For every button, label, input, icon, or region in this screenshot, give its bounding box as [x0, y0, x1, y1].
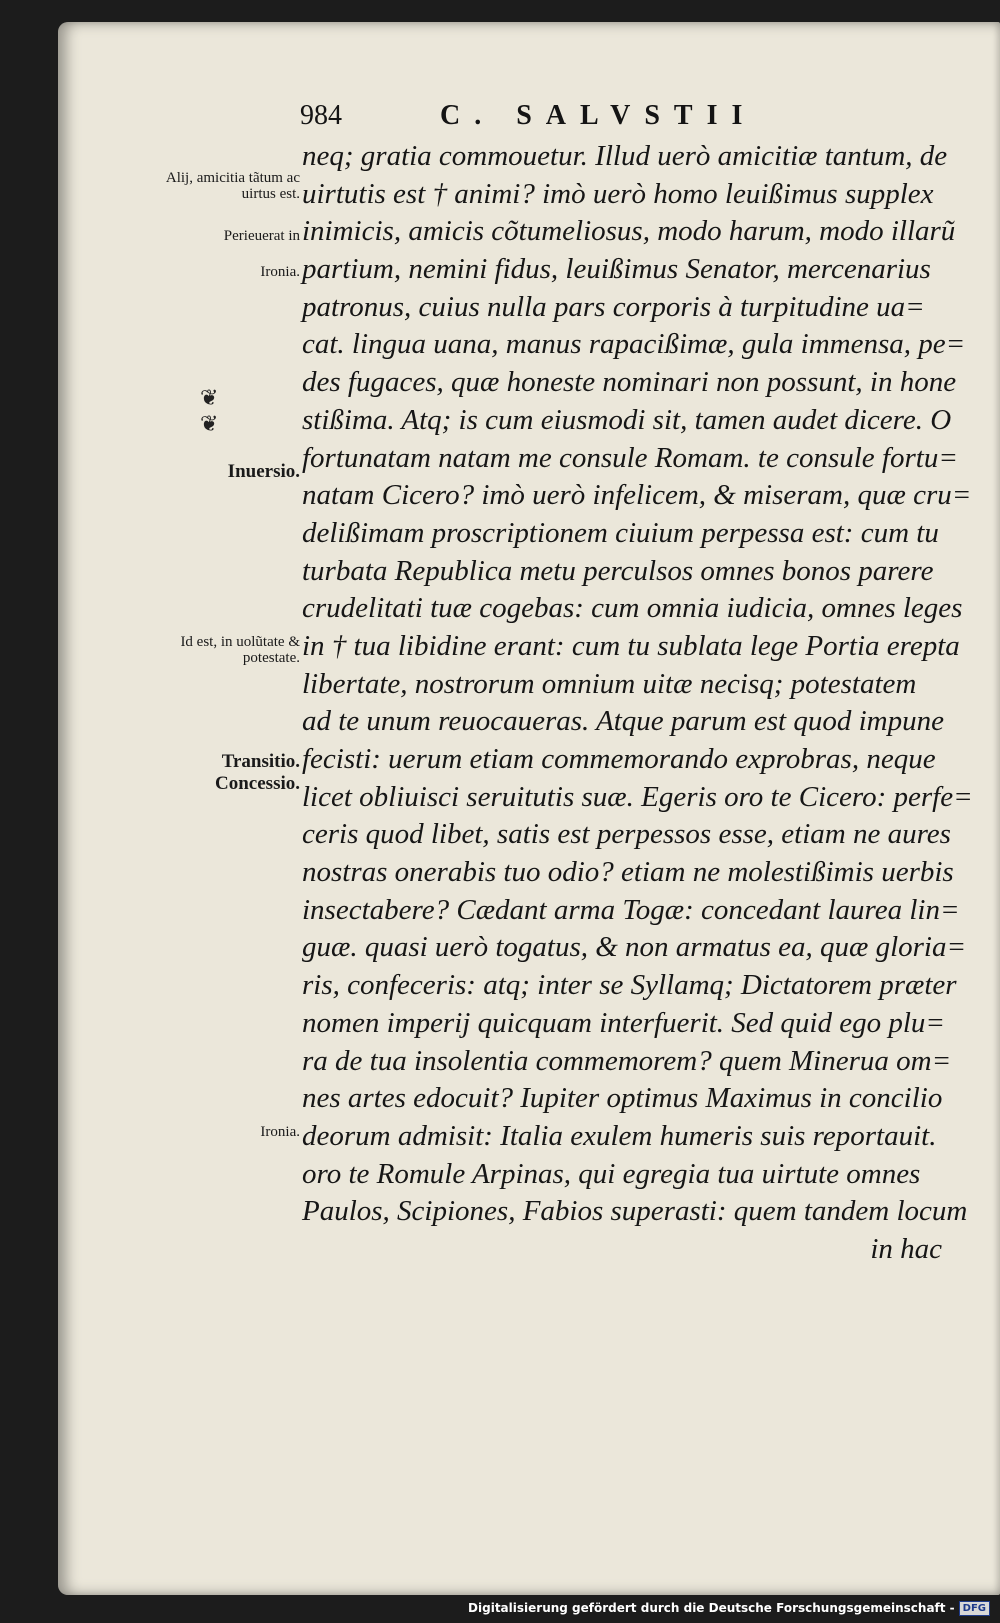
text-line: Paulos, Scipiones, Fabios superasti: quem tandem locum [302, 1195, 968, 1228]
text-line: delißimam proscriptionem ciuium perpessa est: cum tu [302, 516, 939, 549]
text-line: ad te unum reuocaueras. Atque parum est quod impune [302, 705, 944, 738]
text-line: patronus, cuius nulla pars corporis à turpitudine ua= [302, 290, 925, 323]
text-line: ra de tua insolentia commemorem? quem Minerua om= [302, 1044, 952, 1077]
dfg-logo: DFG [959, 1601, 990, 1616]
margin-note: Concessio. [215, 773, 300, 794]
margin-note: Ironia. [260, 1124, 300, 1140]
text-line: des fugaces, quæ honeste nominari non possunt, in hone [302, 366, 957, 399]
text-line: ris, confeceris: atq; inter se Syllamq; Dictatorem præter [302, 969, 957, 1002]
text-line: fortunatam natam me consule Romam. te consule fortu= [302, 441, 958, 474]
text-line: oro te Romule Arpinas, qui egregia tua uirtute omnes [302, 1157, 921, 1190]
page-header [300, 100, 820, 140]
margin-note: Id est, in uolũtate & potestate. [180, 634, 300, 666]
text-line: guæ. quasi uerò togatus, & non armatus ea, quæ gloria= [302, 931, 967, 964]
printers-mark-icon: ❦ [200, 386, 219, 411]
margin-note: Ironia. [260, 264, 300, 280]
running-title: C. SALVSTII [440, 100, 757, 131]
printers-mark-icon: ❦ [200, 412, 219, 437]
text-line: natam Cicero? imò uerò infelicem, & miseram, quæ cru= [302, 479, 972, 512]
text-line: nes artes edocuit? Iupiter optimus Maximus in concilio [302, 1082, 943, 1115]
text-line: neq; gratia commouetur. Illud uerò amicitiæ tantum, de [302, 140, 948, 172]
text-line: in † tua libidine erant: cum tu sublata lege Portia erepta [302, 629, 960, 662]
credit-text: Digitalisierung gefördert durch die Deutsche Forschungsgemeinschaft - [468, 1601, 955, 1615]
text-line: inimicis, amicis cõtumeliosus, modo harum, modo illarũ [302, 215, 956, 248]
margin-note: Transitio. [221, 751, 300, 772]
text-line: libertate, nostrorum omnium uitæ necisq; potestatem [302, 667, 917, 700]
digitization-credit [468, 1599, 990, 1617]
text-line: in hac [870, 1232, 942, 1265]
text-line: deorum admisit: Italia exulem humeris suis reportauit. [302, 1119, 937, 1152]
text-line: stißima. Atq; is cum eiusmodi sit, tamen audet dicere. O [302, 403, 952, 436]
text-line: partium, nemini fidus, leuißimus Senator, mercenarius [302, 253, 931, 286]
text-line: fecisti: uerum etiam commemorando exprobras, neque [302, 743, 936, 775]
text-line: cat. lingua uana, manus rapacißimæ, gula immensa, pe= [302, 328, 966, 361]
text-line: insectabere? Cædant arma Togæ: concedant laurea lin= [302, 893, 960, 926]
page-number: 984 [300, 100, 342, 131]
text-line: nostras onerabis tuo odio? etiam ne molestißimis uerbis [302, 856, 954, 889]
text-line: ceris quod libet, satis est perpessos esse, etiam ne aures [302, 818, 951, 851]
text-line: crudelitati tuæ cogebas: cum omnia iudicia, omnes leges [302, 592, 963, 625]
text-line: nomen imperij quicquam interfuerit. Sed quid ego plu= [302, 1006, 945, 1039]
text-line: turbata Republica metu perculsos omnes bonos parere [302, 554, 934, 587]
margin-note: Perieuerat in [223, 228, 300, 244]
margin-note: Alij, amicitia tãtum ac uirtus est. [165, 170, 300, 202]
margin-note: Inuersio. [227, 461, 300, 482]
text-line: uirtutis est † animi? imò uerò homo leuißimus supplex [302, 177, 934, 210]
text-line: licet obliuisci seruitutis suæ. Egeris oro te Cicero: perfe= [302, 780, 973, 813]
main-text [302, 138, 973, 1269]
